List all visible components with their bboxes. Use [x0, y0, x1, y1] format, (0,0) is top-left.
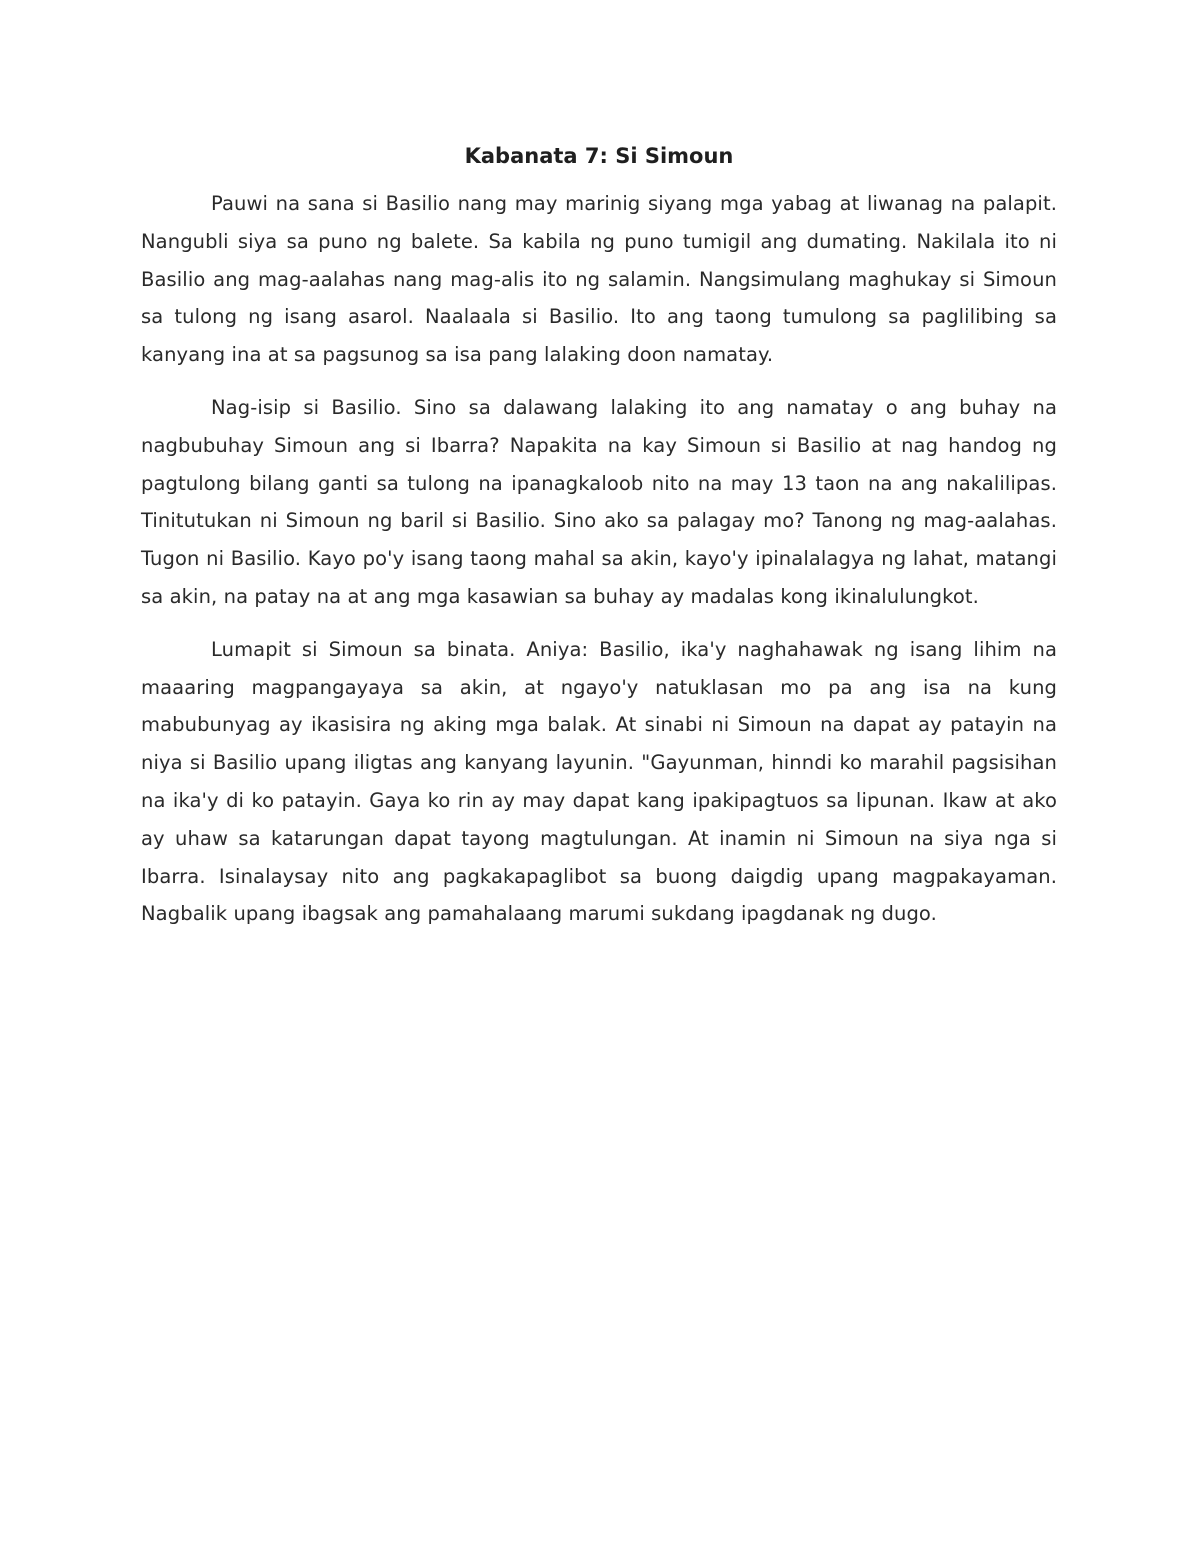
paragraph-2: Nag-isip si Basilio. Sino sa dalawang lalaking ito ang namatay o ang buhay na nagbubuhay Simoun ang si Ibarra? Napakita na kay Simoun si Basilio at nag handog ng pagtulong bilang ganti sa tulong na ipanagkaloob nito na may 13 taon na ang nakalilipas. Tinitutukan ni Simoun ng baril si Basilio. Sino ako sa palagay mo? Tanong ng mag-aalahas. Tugon ni Basilio. Kayo po'y isang taong mahal sa akin, kayo'y ipinalalagya ng lahat, matangi sa akin, na patay na at ang mga kasawian sa buhay ay madalas kong ikinalulungkot. — [141, 395, 1057, 608]
paragraph-3: Lumapit si Simoun sa binata. Aniya: Basilio, ika'y naghahawak ng isang lihim na maaaring magpangayaya sa akin, at ngayo'y natuklasan mo pa ang isa na kung mabubunyag ay ikasisira ng aking mga balak. At sinabi ni Simoun na dapat ay patayin na niya si Basilio upang iligtas ang kanyang layunin. "Gayunman, hinndi ko marahil pagsisihan na ika'y di ko patayin. Gaya ko rin ay may dapat kang ipakipagtuos sa lipunan. Ikaw at ako ay uhaw sa katarungan dapat tayong magtulungan. At inamin ni Simoun na siya nga si Ibarra. Isinalaysay nito ang pagkakapaglibot sa buong daigdig upang magpakayaman. Nagbalik upang ibagsak ang pamahalaang marumi sukdang ipagdanak ng dugo. — [141, 637, 1057, 926]
paragraph-1: Pauwi na sana si Basilio nang may marinig siyang mga yabag at liwanag na palapit. Nangubli siya sa puno ng balete. Sa kabila ng puno tumigil ang dumating. Nakilala ito ni Basilio ang mag-aalahas nang mag-alis ito ng salamin. Nangsimulang maghukay si Simoun sa tulong ng isang asarol. Naalaala si Basilio. Ito ang taong tumulong sa paglilibing sa kanyang ina at sa pagsunog sa isa pang lalaking doon namatay. — [141, 192, 1057, 367]
document-title: Kabanata 7: Si Simoun — [464, 144, 734, 168]
document-page — [141, 140, 1057, 948]
